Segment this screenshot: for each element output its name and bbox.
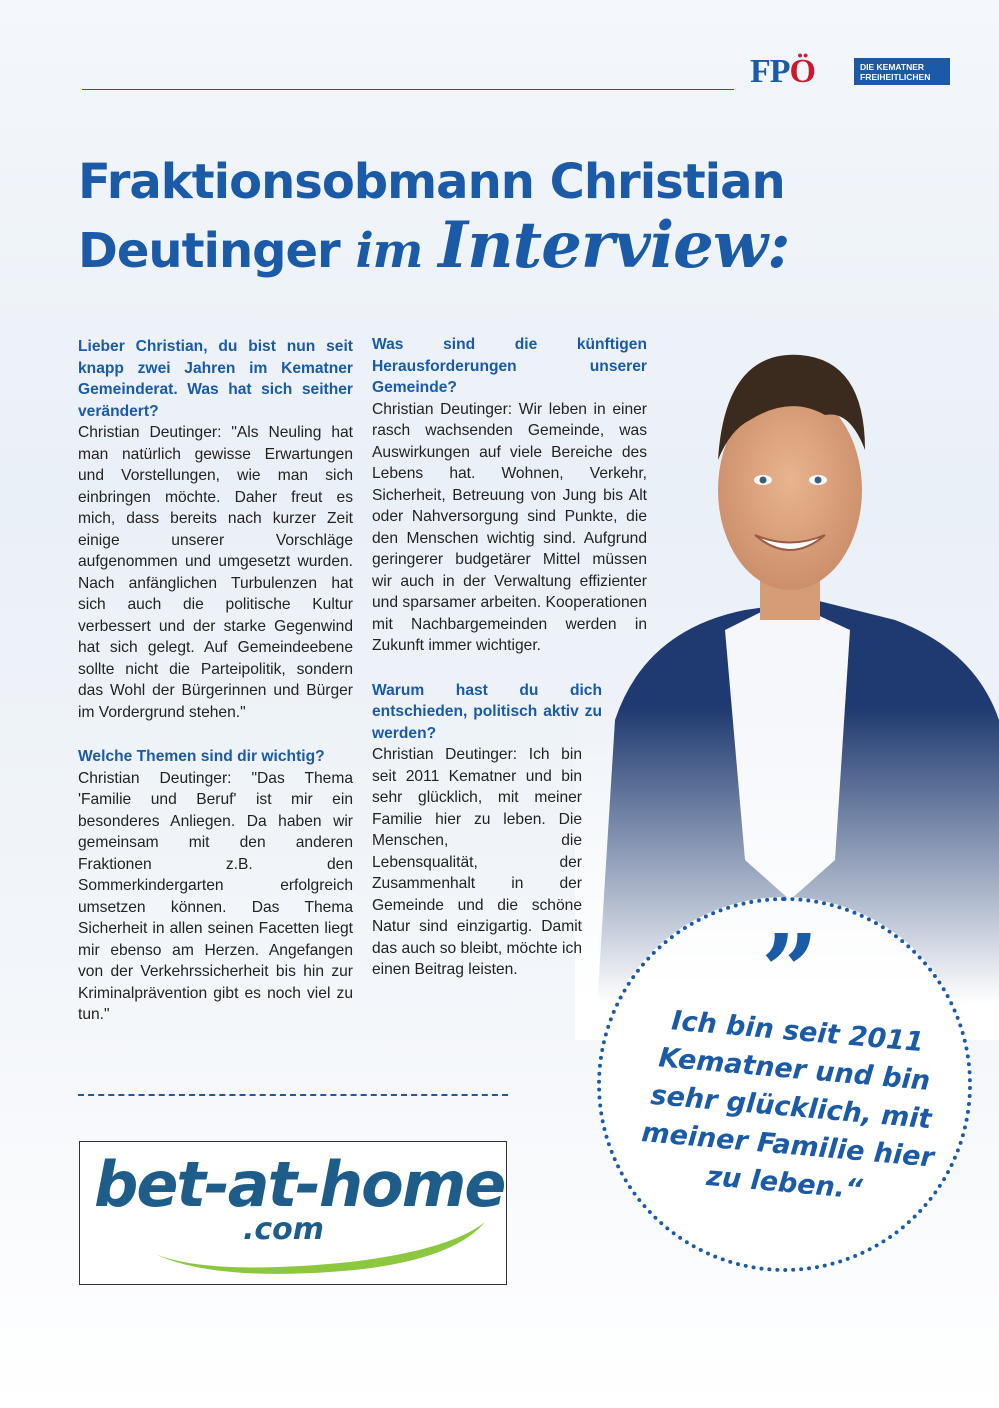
logo-letters-fp: FP <box>750 53 790 90</box>
advertisement[interactable] <box>79 1141 507 1285</box>
question: Was sind die künftigen Herausforderungen unserer Gemeinde? <box>372 336 647 396</box>
answer: Christian Deutinger: Ich bin seit 2011 Kematner und bin sehr glücklich, mit meiner Familie hier zu leben. Die Menschen, die Lebensqualität, der Zusammenhalt in der Gemeinde und die schöne Natur sind einzigartig. Damit das auch so bleibt, möchte ich einen Beitrag leisten. <box>372 746 582 978</box>
header-rule <box>82 89 734 90</box>
answer: Christian Deutinger: "Als Neuling hat man natürlich gewisse Erwartungen und Vorstellungen, wie man sich einbringen möchte. Daher freut es mich, dass bereits nach kurzer Zeit einige unserer Vorschläge aufgenommen und umgesetzt wurden. Nach anfänglichen Turbulenzen hat sich auch die politische Kultur verbessert und der starke Gegenwind hat sich gelegt. Auf Gemeindeebene sollte nicht die Parteipolitik, sondern das Wohl der Bürgerinnen und Bürger im Vordergrund stehen." <box>78 424 353 721</box>
ad-brand: bet-at-home <box>94 1148 505 1221</box>
question: Welche Themen sind dir wichtig? <box>78 748 325 765</box>
ad-tld: .com <box>243 1212 325 1247</box>
logo-box <box>854 58 950 85</box>
quote-mark-icon: ” <box>761 912 819 1030</box>
logo-line-1: DIE KEMATNER <box>860 62 925 72</box>
article-column-1 <box>78 336 353 1049</box>
title-im: im <box>355 223 439 279</box>
qa-block <box>372 680 602 981</box>
page-title <box>78 150 798 283</box>
question: Warum hast du dich entschieden, politisch aktiv zu werden? <box>372 681 602 742</box>
title-line-1: Fraktionsobmann Christian <box>78 154 785 210</box>
qa-block <box>372 334 647 657</box>
quote-text: Ich bin seit 2011 Kematner und bin sehr glücklich, mit meiner Familie hier zu leben.“ <box>640 1005 936 1206</box>
article-column-2 <box>372 334 647 1004</box>
qa-block <box>78 336 353 723</box>
pull-quote <box>597 897 972 1272</box>
fpo-logo <box>750 55 950 91</box>
logo-letters-o: Ö <box>789 53 815 90</box>
title-name: Deutinger <box>78 223 356 279</box>
question: Lieber Christian, du bist nun seit knapp zwei Jahren im Kematner Gemeinderat. Was hat sich seither verändert? <box>78 338 353 420</box>
dashed-divider <box>78 1094 508 1096</box>
logo-line-2: FREIHEITLICHEN <box>860 72 931 82</box>
qa-block <box>78 746 353 1026</box>
title-line-2 <box>78 208 798 283</box>
answer: Christian Deutinger: "Das Thema 'Familie und Beruf' ist mir ein besonderes Anliegen. Da haben wir gemeinsam mit den anderen Fraktionen z.B. den Sommerkindergarten erfolgreich umsetzen können. Das Thema Sicherheit in allen seinen Facetten liegt mir ebenso am Herzen. Angefangen von der Verkehrssicherheit bis hin zur Kriminalprävention gibt es noch viel zu tun." <box>78 769 353 1023</box>
logo-letters <box>750 53 815 91</box>
title-interview: Interview: <box>438 208 790 283</box>
answer: Christian Deutinger: Wir leben in einer rasch wachsenden Gemeinde, was Auswirkungen auf viele Bereiche des Lebens hat. Wohnen, Verkehr, Sicherheit, Betreuung von Jung bis Alt oder Nahversorgung sind Punkte, die den Menschen wichtig sind. Aufgrund geringerer budgetärer Mittel müssen wir auch in der Verwaltung effizienter und sparsamer arbeiten. Kooperationen mit Nachbargemeinden werden in Zukunft immer wichtiger. <box>372 400 647 654</box>
